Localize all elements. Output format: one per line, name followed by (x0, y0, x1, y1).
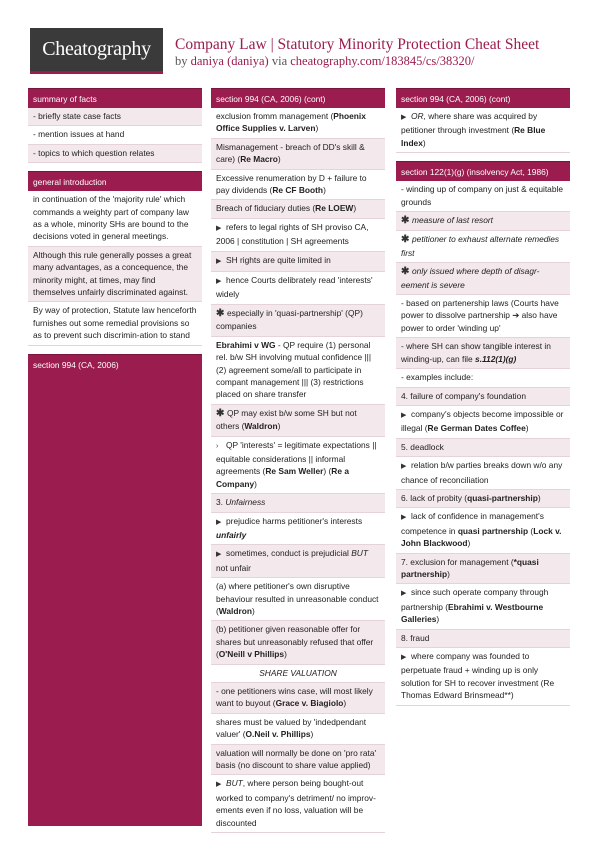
triangle-right-icon: ▶ (216, 781, 222, 789)
asterisk-icon: ✱ (216, 307, 225, 319)
asterisk-icon: ✱ (401, 215, 410, 227)
intro-paragraph: By way of protection, Statute law henceforth furnishes out some remedial provisions so as to prevent such discrimin-ation to stand (28, 302, 202, 345)
list-item: exclusion fromm management (Phoenix Office Supplies v. Larven) (211, 108, 385, 139)
list-item: - where SH can show tangible interest in winding-up, can file s.112(1)(g) (396, 338, 570, 369)
triangle-right-icon: ▶ (216, 518, 222, 526)
list-item: 5. deadlock (396, 439, 570, 457)
column-1 (28, 88, 202, 826)
triangle-right-icon: ▶ (401, 514, 407, 522)
triangle-right-icon: ▶ (216, 224, 222, 232)
triangle-right-icon: ▶ (216, 278, 222, 286)
list-item: 7. exclusion for management (*quasi partnership) (396, 554, 570, 585)
list-item: ▶ since such operate company through partnership (Ebrahimi v. Westbourne Galleries) (396, 584, 570, 629)
section-header-s122: section 122(1)(g) (insolvency Act, 1986) (396, 161, 570, 181)
list-item: valuation will normally be done on 'pro rata' basis (no discount to share value applied) (211, 745, 385, 776)
list-item: 8. fraud (396, 630, 570, 648)
section-header-s994-cont: section 994 (CA, 2006) (cont) (396, 88, 570, 108)
list-item: Mismanagement - breach of DD's skill & care) (Re Macro) (211, 139, 385, 170)
list-item: ✱ only issued where depth of disagr-eement is severe (396, 263, 570, 295)
list-item: ✱ especially in 'quasi-partnership' (QP) companies (211, 305, 385, 337)
list-item: - briefly state case facts (28, 108, 202, 126)
list-item: ▶ refers to legal rights of SH proviso CA, 2006 | constitution | SH agreements (211, 219, 385, 252)
list-item: - examples include: (396, 369, 570, 387)
subheading: SHARE VALUATION (211, 665, 385, 683)
list-item: (a) where petitioner's own disruptive behaviour resulted in unreasonable conduct (Waldron) (211, 578, 385, 621)
logo-text: Cheatography (42, 38, 151, 60)
list-item: ▶ sometimes, conduct is prejudicial BUT not unfair (211, 545, 385, 578)
asterisk-icon: ✱ (401, 266, 410, 278)
triangle-right-icon: ▶ (401, 463, 407, 471)
list-item: ✱ measure of last resort (396, 212, 570, 231)
byline (175, 54, 474, 69)
list-item: Breach of fiduciary duties (Re LOEW) (211, 200, 385, 218)
list-item: ▶ SH rights are quite limited in (211, 252, 385, 272)
intro-paragraph: in continuation of the 'majority rule' which commands a weighty part of company law as a whole, minority SHs are bound to the decisions voted in general meetings. (28, 191, 202, 247)
list-item: shares must be valued by 'indedpendant valuer' (O.Neil v. Phillips) (211, 714, 385, 745)
list-item: (b) petitioner given reasonable offer for shares but unreasonably refused that offer (O'Neill v Phillips) (211, 621, 385, 664)
triangle-right-icon: ▶ (401, 590, 407, 598)
sheet-url-link[interactable]: cheatography.com/183845/cs/38320/ (290, 54, 475, 68)
list-item: ▶ OR, where share was acquired by petitioner through investment (Re Blue Index) (396, 108, 570, 153)
list-item: ▶ company's objects become impossible or illegal (Re German Dates Coffee) (396, 406, 570, 439)
triangle-right-icon: ▶ (216, 551, 222, 559)
section-header-s994: section 994 (CA, 2006) (28, 354, 202, 374)
list-item: - based on partenership laws (Courts have power to dissolve partnership ➔ also have power to order 'winding up' (396, 295, 570, 338)
list-item: - mention issues at hand (28, 126, 202, 144)
column-2 (211, 88, 385, 833)
list-item: - topics to which question relates (28, 145, 202, 163)
page-title: Company Law | Statutory Minority Protection Cheat Sheet (175, 36, 540, 53)
triangle-right-icon: ▶ (401, 411, 407, 419)
list-item: ✱ petitioner to exhaust alternate remedies first (396, 231, 570, 263)
list-item: - one petitioners wins case, will most likely want to buyout (Grace v. Biagiolo) (211, 683, 385, 714)
triangle-right-icon: ▶ (216, 257, 222, 265)
list-item: ▶ hence Courts delibrately read 'interests' widely (211, 272, 385, 305)
section-header-intro: general introduction (28, 171, 202, 191)
by-prefix: by (175, 54, 188, 68)
list-item: ▶ lack of confidence in management's competence in quasi partnership (Lock v. John Blackwood) (396, 508, 570, 553)
list-item: ▶ relation b/w parties breaks down w/o any chance of reconciliation (396, 457, 570, 490)
section-body-s994 (28, 374, 202, 826)
column-3 (396, 88, 570, 706)
intro-paragraph: Although this rule generally posses a great many advantages, as a concequence, the minority might, at times, may find themselves unfairly discriminated against. (28, 247, 202, 303)
section-header-summary: summary of facts (28, 88, 202, 108)
asterisk-icon: ✱ (401, 234, 410, 246)
cheatography-logo[interactable] (30, 28, 163, 74)
list-item: ▶ where company was founded to perpetuate fraud + winding up is only solution for SH to recover investment (Re Thomas Edward Brinsmead**) (396, 648, 570, 706)
header (30, 28, 570, 78)
list-item: Ebrahimi v WG - QP require (1) personal rel. b/w SH involving mutual confidence ||| (2) agreement some/all to participate in compant management ||| (3) restrictions placed on share transfer (211, 337, 385, 405)
list-item: 3. Unfairness (211, 494, 385, 512)
triangle-right-icon: ▶ (401, 114, 407, 121)
list-item: 4. failure of company's foundation (396, 388, 570, 406)
list-item: 6. lack of probity (quasi-partnership) (396, 490, 570, 508)
list-item: ✱ QP may exist b/w some SH but not others (Waldron) (211, 405, 385, 437)
list-item: - winding up of company on just & equitable grounds (396, 181, 570, 212)
list-item: ▶ BUT, where person being bought-out worked to company's detriment/ no improv-ements even if no loss, valuation will be discounted (211, 775, 385, 833)
section-header-s994-cont: section 994 (CA, 2006) (cont) (211, 88, 385, 108)
list-item: ▶ prejudice harms petitioner's interests unfairly (211, 513, 385, 546)
chevron-right-icon: › (216, 442, 219, 450)
triangle-right-icon: ▶ (401, 654, 407, 661)
asterisk-icon: ✱ (216, 407, 225, 419)
list-item: › QP 'interests' = legitimate expectations || equitable considerations || informal agreements (Re Sam Weller) (Re a Company) (211, 437, 385, 495)
author-link[interactable]: daniya (daniya) (190, 54, 269, 68)
list-item: Excessive renumeration by D + failure to pay dividends (Re CF Booth) (211, 170, 385, 201)
via-label: via (271, 54, 288, 68)
